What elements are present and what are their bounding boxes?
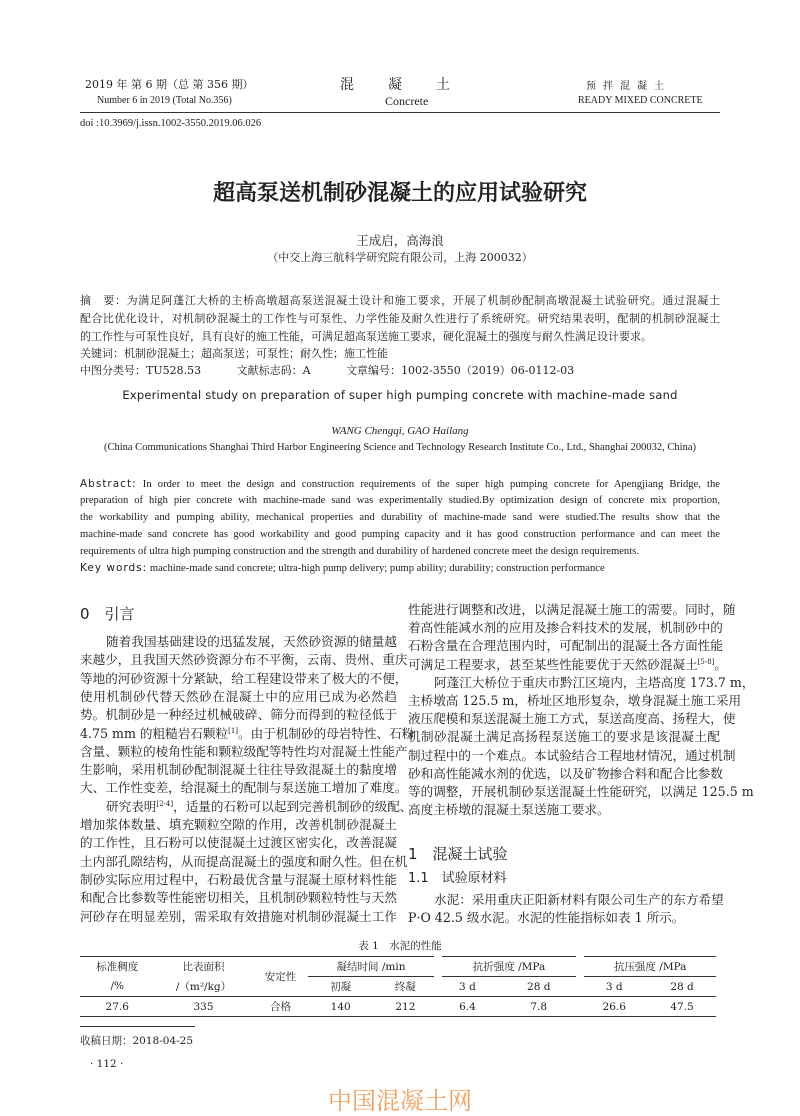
header-28d: 28 d bbox=[670, 980, 694, 993]
header-final: 终凝 bbox=[394, 981, 416, 993]
body-line: 增加浆体数量、填充颗粒空隙的作用，改善机制砂混凝土 bbox=[80, 817, 397, 832]
header-rule bbox=[80, 112, 720, 113]
english-authors: WANG Chengqi, GAO Hailang bbox=[331, 425, 469, 437]
watermark: 中国混凝土网 bbox=[328, 1087, 472, 1115]
body-line: 使用机制砂代替天然砂在混凝土中的应用已成为必然趋 bbox=[80, 688, 397, 704]
english-abstract-line: machine-made sand concrete has good workability and good pumping capacity and it has good construction performance and can meet the bbox=[80, 529, 720, 540]
body-line: 来越少，且我国天然砂资源分布不平衡，云南、贵州、重庆 bbox=[80, 652, 408, 668]
doi: doi :10.3969/j.issn.1002-3550.2019.06.026 bbox=[80, 118, 262, 129]
classification: 中图分类号：TU528.53 文献标志码：A 文章编号：1002-3550（2019）06-0112-03 bbox=[80, 364, 575, 377]
body-line: 制过程中的一个难点。本试验结合工程地材情况，通过机制 bbox=[408, 747, 736, 763]
body-line: 土内部孔隙结构，从而提高混凝土的强度和耐久性。但在机 bbox=[80, 853, 408, 869]
header-unit: /% bbox=[110, 980, 124, 993]
english-abstract-line: the workability and pumping ability, mechanical properties and durability of machine-made sand were studied.The results show that the bbox=[80, 512, 720, 523]
table-cell: 27.6 bbox=[105, 1000, 129, 1013]
authors: 王成启，高海浪 bbox=[356, 233, 444, 248]
header-surface-area: 比表面积 bbox=[182, 961, 225, 974]
body-line: 大、工作性变差，给混凝土的配制与泵送施工增加了难度。 bbox=[80, 780, 408, 796]
body-line: 石粉含量在合理范围内时，可配制出的混凝土各方面性能 bbox=[408, 638, 723, 654]
english-title: Experimental study on preparation of super high pumping concrete with machine-made sand bbox=[122, 388, 678, 402]
article-title: 超高泵送机制砂混凝土的应用试验研究 bbox=[212, 181, 587, 206]
body-line: 生影响，采用机制砂配制混凝土往往导致混凝土的黏度增 bbox=[80, 762, 397, 778]
body-line: P·O 42.5 级水泥。水泥的性能指标如表 1 所示。 bbox=[408, 910, 685, 925]
table-cell: 47.5 bbox=[670, 1000, 694, 1013]
body-line: 势。机制砂是一种经过机械破碎、筛分而得到的粒径低于 bbox=[80, 707, 397, 723]
body-line: 砂和高性能减水剂的优选，以及矿物掺合料和配合比参数 bbox=[408, 765, 723, 781]
header-3d: 3 d bbox=[605, 980, 623, 993]
page-number: · 112 · bbox=[90, 1058, 124, 1070]
section-0-title: 0 引言 bbox=[80, 605, 135, 623]
section-1-title: 1 混凝土试验 bbox=[408, 845, 508, 863]
footnote-rule bbox=[80, 1026, 195, 1027]
english-abstract-line: preparation of high pier concrete with machine-made sand was experimentally studied.By optimization design of concrete mix proportion, bbox=[80, 495, 720, 506]
body-line: 制砂实际应用过程中，石粉最优含量与混凝土原材料性能 bbox=[80, 871, 397, 887]
body-line: 含量、颗粒的棱角性能和颗粒级配等特性均对混凝土性能产 bbox=[80, 743, 408, 759]
article-no: 1002-3550（2019）06-0112-03 bbox=[401, 364, 575, 377]
table-cell: 140 bbox=[330, 1000, 351, 1013]
body-line: 研究表明[2-4]，适量的石粉可以起到完善机制砂的级配、 bbox=[106, 798, 413, 814]
english-keywords: Key words: machine-made sand concrete; ultra-high pump delivery; pump ability; durability; construction performance bbox=[80, 562, 605, 574]
abstract-line: 的工作性与可泵性良好，具有良好的施工性能，可满足超高泵送施工要求，硬化混凝土的强度与耐久性满足设计要求。 bbox=[80, 330, 652, 343]
cement-properties-table bbox=[80, 956, 716, 1017]
english-abstract-line: requirements of ultra high pumping construction and the strength and durability of hardened concrete meet the design requirements. bbox=[80, 546, 639, 557]
table-cell: 7.8 bbox=[530, 1000, 548, 1013]
table-subheader-row bbox=[80, 977, 716, 997]
body-line: 高度主桥墩的混凝土泵送施工要求。 bbox=[408, 802, 610, 818]
doc-code: A bbox=[302, 364, 311, 377]
table-cell: 6.4 bbox=[459, 1000, 476, 1013]
body-line: 可满足工程要求，甚至某些性能要优于天然砂混凝土[5-8]。 bbox=[408, 656, 727, 672]
keywords: 关键词：机制砂混凝土；超高泵送；可泵性；耐久性；施工性能 bbox=[80, 347, 388, 360]
header-setting-time: 凝结时间 /min bbox=[308, 957, 437, 977]
table-cell: 合格 bbox=[269, 1001, 291, 1013]
body-line: 性能进行调整和改进，以满足混凝土施工的需要。同时，随 bbox=[408, 602, 736, 617]
affiliation: （中交上海三航科学研究院有限公司，上海 200032） bbox=[267, 251, 533, 264]
body-line: 4.75 mm 的粗糙岩石颗粒[1]。由于机制砂的母岩特性、石粉 bbox=[80, 725, 415, 741]
abstract-line: 摘 要：为满足阿蓬江大桥的主桥高墩超高泵送混凝土设计和施工要求，开展了机制砂配制高墩混凝土试验研究。通过混凝土 bbox=[80, 294, 720, 307]
body-line: 水泥：采用重庆正阳新材料有限公司生产的东方希望 bbox=[434, 892, 724, 907]
abstract-en-label: Abstract: bbox=[80, 478, 137, 490]
body-line: 等的调整，开展机制砂泵送混凝土性能研究，以满足 125.5 m bbox=[408, 784, 754, 799]
body-line: 主桥墩高 125.5 m，桥址区地形复杂，墩身混凝土施工采用 bbox=[408, 693, 742, 708]
body-line: 河砂存在明显差别，需采取有效措施对机制砂混凝土工作 bbox=[80, 908, 397, 924]
column-en: READY MIXED CONCRETE bbox=[578, 95, 703, 106]
header-consistency: 标准稠度 bbox=[96, 961, 139, 974]
issue-en: Number 6 in 2019 (Total No.356) bbox=[97, 95, 232, 106]
abstract-label: 摘 要： bbox=[80, 294, 127, 307]
journal-cn: 混凝土 bbox=[340, 77, 484, 93]
clc: TU528.53 bbox=[146, 364, 202, 377]
issue-cn: 2019 年 第 6 期（总 第 356 期） bbox=[85, 78, 254, 91]
table-cell: 212 bbox=[395, 1000, 416, 1013]
header-flexural: 抗折强度 /MPa bbox=[438, 957, 581, 977]
table-caption: 表 1 水泥的性能 bbox=[358, 940, 442, 952]
body-line: 随着我国基础建设的迅猛发展，天然砂资源的储量越 bbox=[106, 634, 397, 649]
column-cn: 预拌混凝土 bbox=[586, 81, 671, 92]
body-line: 着高性能减水剂的应用及掺合料技术的发展，机制砂中的 bbox=[408, 620, 723, 636]
header-initial: 初凝 bbox=[330, 981, 352, 993]
received-date: 收稿日期：2018-04-25 bbox=[80, 1035, 194, 1047]
table-cell: 26.6 bbox=[602, 1000, 626, 1013]
english-affiliation: (China Communications Shanghai Third Harbor Engineering Science and Technology Research Institute Co., Ltd., Shanghai 200032, China) bbox=[103, 442, 696, 453]
table-row bbox=[80, 997, 716, 1017]
journal-en: Concrete bbox=[385, 94, 429, 108]
body-line: 的工作性，且石粉可以使混凝土过渡区密实化，改善混凝 bbox=[80, 835, 397, 851]
keywords-en-label: Key words: bbox=[80, 562, 148, 574]
keywords-label: 关键词： bbox=[80, 347, 124, 360]
abstract-line: 配合比优化设计，对机制砂混凝土的工作性与可泵性、力学性能及耐久性进行了系统研究。研究结果表明，配制的机制砂混凝土 bbox=[80, 312, 720, 325]
header-compressive: 抗压强度 /MPa bbox=[580, 957, 716, 977]
table-cell: 335 bbox=[193, 1000, 214, 1013]
body-line: 和配合比参数等性能密切相关，且机制砂颗粒特性与天然 bbox=[80, 890, 397, 906]
body-line: 液压爬模和泵送混凝土施工方式，泵送高度高、扬程大，使 bbox=[408, 711, 736, 727]
table-header-row bbox=[80, 957, 716, 977]
body-line: 等地的河砂资源十分紧缺，给工程建设带来了极大的不便， bbox=[80, 670, 408, 686]
header-3d: 3 d bbox=[459, 980, 476, 993]
section-1-1-title: 1.1 试验原材料 bbox=[408, 871, 507, 886]
header-soundness: 安定性 bbox=[264, 971, 297, 983]
header-28d: 28 d bbox=[527, 980, 551, 993]
body-line: 阿蓬江大桥位于重庆市黔江区境内，主塔高度 173.7 m， bbox=[434, 674, 755, 690]
english-abstract-line: Abstract: In order to meet the design and construction requirements of the super high pumping concrete for Apengjiang Bridge, the bbox=[80, 478, 720, 490]
header-unit: /（m²/kg） bbox=[175, 980, 232, 993]
body-line: 机制砂混凝土满足高扬程泵送施工的要求是该混凝土配 bbox=[408, 729, 720, 745]
